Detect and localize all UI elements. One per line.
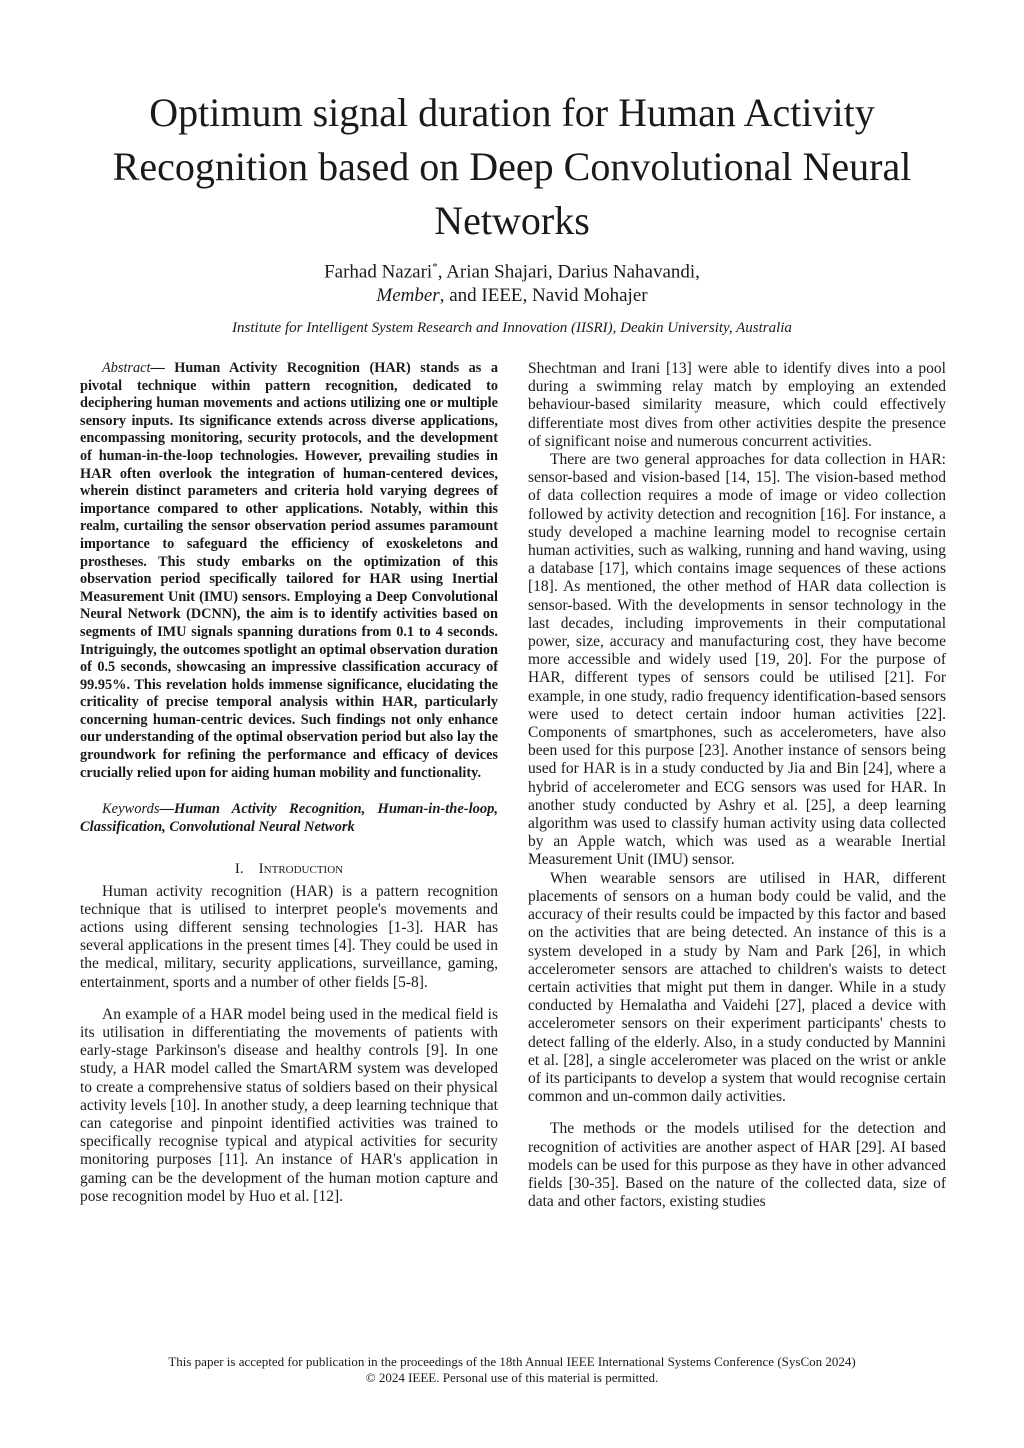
copyright-footer — [60, 1354, 964, 1386]
keywords-text: —Human Activity Recognition, Human-in-the-loop, Classification, Convolutional Neural Network — [80, 801, 498, 835]
author-member: Member — [376, 285, 440, 307]
author-rest: , Arian Shajari, Darius Nahavandi, — [437, 261, 700, 283]
abstract-text: Human Activity Recognition (HAR) stands as a pivotal technique within pattern recognition, dedicated to deciphering human movements and actions utilizing one or multiple sensory inputs. Its significance extends across diverse applications, encompassing monitoring, security protocols, and the development of human-in-the-loop technologies. However, prevailing studies in HAR often overlook the integration of human-centered devices, wherein distinct parameters and criteria hold varying degrees of importance compared to other applications. Notably, within this realm, curtailing the sensor observation period assumes paramount importance to safeguard the efficiency of exoskeletons and prostheses. This study embarks on the optimization of this observation period specifically tailored for HAR using Inertial Measurement Unit (IMU) sensors. Employing a Deep Convolutional Neural Network (DCNN), the aim is to identify activities based on segments of IMU signals spanning durations from 0.1 to 4 seconds. Intriguingly, the outcomes spotlight an optimal observation duration of 0.5 seconds, showcasing an impressive classification accuracy of 99.95%. This revelation holds immense significance, elucidating the criticality of precise temporal analysis within HAR, particularly concerning human-centric devices. Such findings not only enhance our understanding of the optimal observation period but also lay the groundwork for refining the performance and efficacy of devices crucially relied upon for aiding human mobility and functionality. — [80, 360, 498, 781]
footer-line-1: This paper is accepted for publication in the proceedings of the 18th Annual IEEE International Systems Conference (SysCon 2024) — [168, 1354, 856, 1369]
section-title: Introduction — [258, 861, 344, 878]
body-paragraph: Human activity recognition (HAR) is a pattern recognition technique that is utilised to interpret people's movements and actions using different sensing technologies [1-3]. HAR has several applications in the present times [4]. They could be used in the medical, military, security applications, surveillance, gaming, entertainment, sports and a number of other fields [5-8]. — [80, 882, 498, 991]
author-list — [112, 255, 912, 308]
abstract-dash: — — [150, 360, 165, 376]
author-last: , and IEEE, Navid Mohajer — [439, 285, 648, 307]
section-number: I. — [234, 861, 244, 878]
left-column — [80, 360, 498, 1206]
abstract — [80, 360, 498, 782]
corresponding-mark: * — [432, 261, 438, 273]
paper-title: Optimum signal duration for Human Activity Recognition based on Deep Convolutional Neural Networks — [112, 90, 912, 243]
footer-line-2: © 2024 IEEE. Personal use of this material is permitted. — [365, 1370, 659, 1385]
body-paragraph: An example of a HAR model being used in the medical field is its utilisation in differentiating the movements of patients with early-stage Parkinson's disease and healthy controls [9]. In one study, a HAR model called the SmartARM system was developed to create a comprehensive status of soldiers based on their physical activity levels [10]. In another study, a deep learning technique that can categorise and pinpoint identified activities was trained to specifically recognise typical and atypical activities for security monitoring purposes [11]. An instance of HAR's application in gaming can be the development of the human motion capture and pose recognition model by Huo et al. [12]. — [80, 1005, 498, 1205]
author-first: Farhad Nazari — [324, 261, 433, 283]
body-paragraph: The methods or the models utilised for the detection and recognition of activities are another aspect of HAR [29]. AI based models can be used for this purpose as they have in other advanced fields [30-35]. Based on the nature of the collected data, size of data and other factors, existing studies — [528, 1120, 946, 1211]
section-heading-introduction — [80, 860, 498, 878]
keywords-label: Keywords — [102, 801, 160, 818]
body-paragraph: There are two general approaches for data collection in HAR: sensor-based and vision-based [14, 15]. The vision-based method of data collection requires a mode of image or video collection followed by activity detection and recognition [16]. For instance, a study developed a machine learning model to recognise certain human activities, such as walking, running and hand waving, using a database [17], which contains image sequences of these actions [18]. As mentioned, the other method of HAR data collection is sensor-based. With the developments in sensor technology in the last decades, including improvements in their computational power, size, accuracy and manufacturing cost, they have become more accessible and widely used [19, 20]. For the purpose of HAR, different types of sensors could be utilised [21]. For example, in one study, radio frequency identification-based sensors were used to detect certain indoor human activities [22]. Components of smartphones, such as accelerometers, have also been used for this purpose [23]. Another instance of sensors being used for HAR is in a study conducted by Jia and Bin [24], where a hybrid of accelerometer and ECG sensors was used for HAR. In another study conducted by Ashry et al. [25], a deep learning algorithm was used to classify human activity using data collected by an Apple watch, which was used as a wearable Inertial Measurement Unit (IMU) sensor. — [528, 451, 946, 869]
author-line-1 — [112, 255, 912, 284]
body-paragraph: Shechtman and Irani [13] were able to identify dives into a pool during a swimming relay match by employing an extended behaviour-based similarity measure, which could effectively differentiate most dives from other activities despite the presence of significant noise and numerous concurrent activities. — [528, 360, 946, 450]
abstract-label: Abstract — [102, 360, 151, 376]
body-paragraph: When wearable sensors are utilised in HAR, different placements of sensors on a human body could be valid, and the accuracy of their results could be impacted by this factor and based on the activities that are being detected. An instance of this is a system developed in a study by Nam and Park [26], in which accelerometer sensors are attached to children's waists to detect certain activities that might put them in danger. While in a study conducted by Hemalatha and Vaidehi [27], placed a device with accelerometer sensors on their experiment participants' chests to detect falling of the elderly. Also, in a study conducted by Mannini et al. [28], a single accelerometer was placed on the wrist or ankle of its participants to develop a system that would recognise certain common and un-common daily activities. — [528, 869, 946, 1106]
right-column — [528, 360, 946, 1211]
author-line-2 — [112, 284, 912, 308]
affiliation: Institute for Intelligent System Research and Innovation (IISRI), Deakin University, Australia — [232, 320, 792, 336]
keywords — [80, 801, 498, 836]
